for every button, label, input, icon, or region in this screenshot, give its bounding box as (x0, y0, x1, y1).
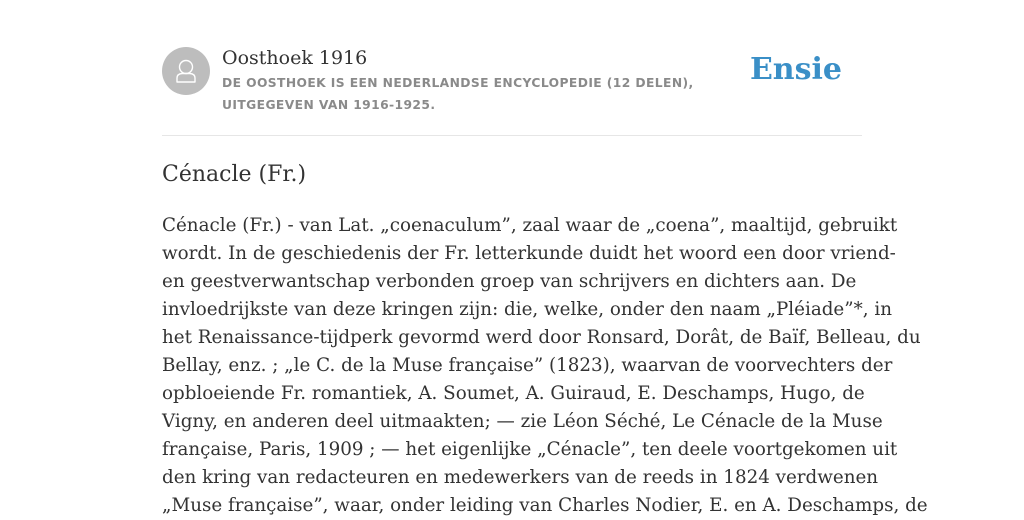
body-line: Cénacle (Fr.) - van Lat. „coenaculum”, zaal waar de „coena”, maaltijd, gebruikt (162, 215, 898, 236)
body-line: het Renaissance-tijdperk gevormd werd door Ronsard, Dorât, de Baïf, Belleau, du (162, 327, 921, 348)
entry-body (162, 212, 928, 520)
body-line: „Muse française”, waar, onder leiding van Charles Nodier, E. en A. Deschamps, de (162, 495, 928, 516)
source-header (162, 44, 862, 116)
body-line: Bellay, enz. ; „le C. de la Muse française” (1823), waarvan de voorvechters der (162, 355, 893, 376)
source-title[interactable]: Oosthoek 1916 (222, 47, 368, 69)
article-page (162, 0, 928, 516)
user-icon (162, 47, 210, 95)
entry-title: Cénacle (Fr.) (162, 162, 307, 187)
body-line: Vigny, en anderen deel uitmaakten; — zie Léon Séché, Le Cénacle de la Muse (162, 411, 883, 432)
source-description: DE OOSTHOEK IS EEN NEDERLANDSE ENCYCLOPEDIE (12 DELEN), UITGEGEVEN VAN 1916-1925. (222, 76, 694, 112)
source-avatar[interactable] (162, 47, 210, 95)
ensie-logo[interactable]: Ensie (749, 52, 842, 87)
body-line: française, Paris, 1909 ; — het eigenlijke „Cénacle”, ten deele voortgekomen uit (162, 439, 898, 460)
body-line: en geestverwantschap verbonden groep van schrijvers en dichters aan. De (162, 271, 857, 292)
body-line: invloedrijkste van deze kringen zijn: die, welke, onder den naam „Pléiade”*, in (162, 299, 892, 320)
body-line: wordt. In de geschiedenis der Fr. letterkunde duidt het woord een door vriend- (162, 243, 896, 264)
body-line: den kring van redacteuren en medewerkers van de reeds in 1824 verdwenen (162, 467, 879, 488)
header-divider (162, 135, 862, 136)
body-line: opbloeiende Fr. romantiek, A. Soumet, A. Guiraud, E. Deschamps, Hugo, de (162, 383, 865, 404)
